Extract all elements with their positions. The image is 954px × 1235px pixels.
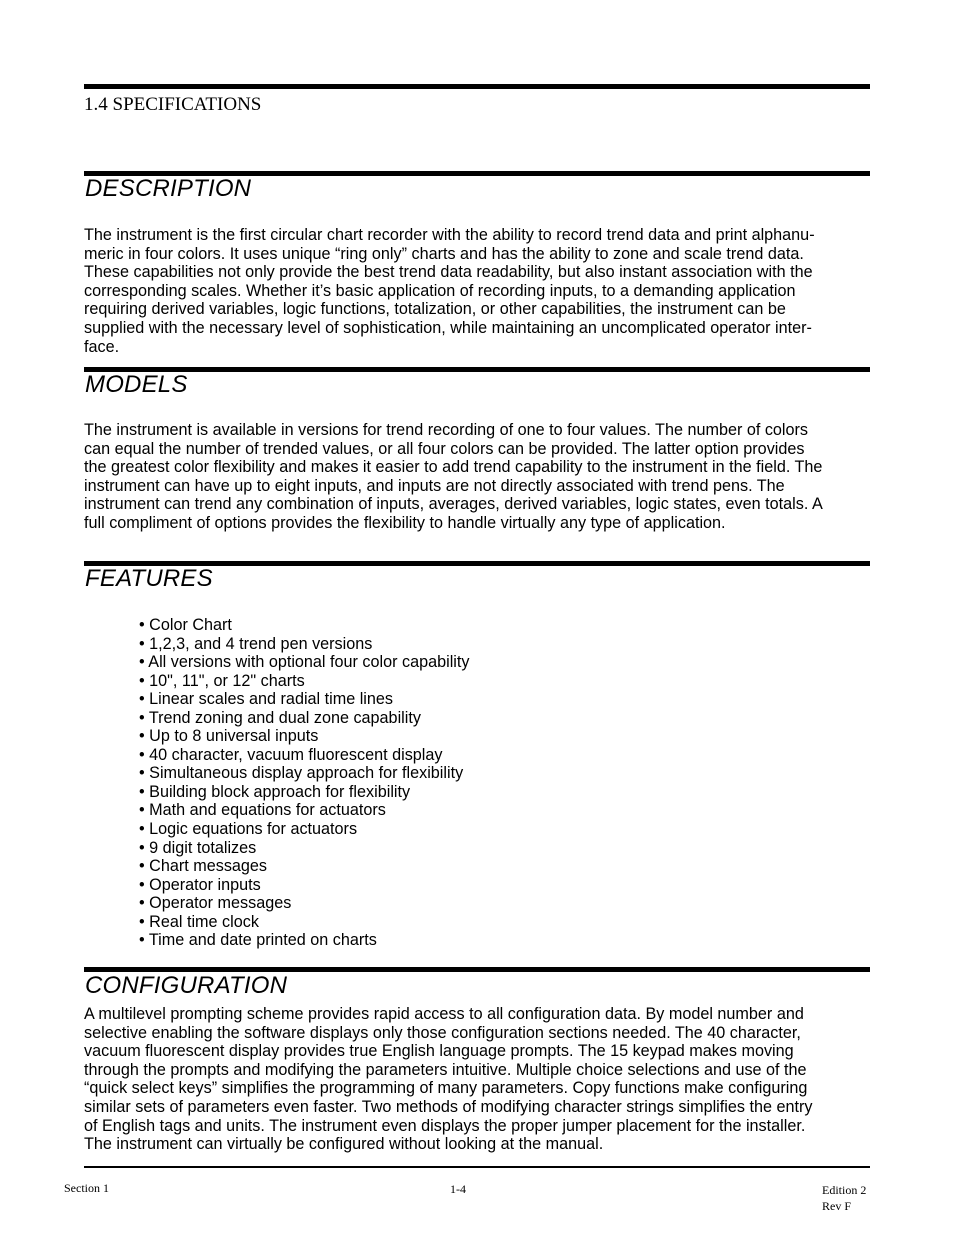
- configuration-line: similar sets of parameters even faster. Two methods of modifying character strings simplifies the entry: [84, 1097, 813, 1116]
- models-line: The instrument is available in versions for trend recording of one to four values. The number of colors: [84, 421, 809, 439]
- description-line: requiring derived variables, logic functions, totalization, or other capabilities, the instrument can be: [84, 300, 786, 319]
- footer-revision: Rev F: [822, 1199, 852, 1213]
- description-line: The instrument is the first circular chart recorder with the ability to record trend data and print alphanu-: [84, 226, 815, 244]
- description-paragraph: [84, 226, 870, 356]
- description-line: These capabilities not only provide the best trend data readability, but also instant association with the: [84, 263, 813, 282]
- list-item: • Linear scales and radial time lines: [139, 690, 394, 709]
- description-line: meric in four colors. It uses unique “ring only” charts and has the ability to zone and scale trend data.: [84, 244, 804, 263]
- models-line: the greatest color flexibility and makes it easier to add trend capability to the instrument in the field. The: [84, 458, 823, 477]
- list-item: • Up to 8 universal inputs: [139, 727, 319, 746]
- list-item: • Operator messages: [139, 894, 292, 913]
- configuration-line: The instrument can virtually be configured without looking at the manual.: [84, 1135, 604, 1154]
- list-item: • Trend zoning and dual zone capability: [139, 708, 421, 727]
- description-line: face.: [84, 337, 120, 356]
- models-heading: MODELS: [85, 371, 188, 398]
- description-line: supplied with the necessary level of sophistication, while maintaining an uncomplicated operator inter-: [84, 318, 812, 337]
- configuration-line: through the prompts and modifying the parameters intuitive. Multiple choice selections and use of the: [84, 1060, 807, 1079]
- list-item: • Logic equations for actuators: [139, 820, 358, 839]
- models-paragraph: [84, 421, 870, 533]
- models-line: can equal the number of trended values, or all four colors can be provided. The latter option provides: [84, 439, 805, 458]
- list-item: • Operator inputs: [139, 875, 261, 894]
- configuration-line: selective enabling the software displays only those configuration sections needed. The 40 character,: [84, 1023, 801, 1042]
- list-item: • 1,2,3, and 4 trend pen versions: [139, 634, 373, 653]
- models-line: instrument can trend any combination of inputs, averages, derived variables, logic states, even totals. A: [84, 495, 823, 514]
- list-item: • All versions with optional four color capability: [139, 653, 470, 672]
- section-title: 1.4 SPECIFICATIONS: [84, 94, 262, 115]
- list-item: • Chart messages: [139, 857, 268, 876]
- footer-page-number: 1-4: [450, 1182, 466, 1196]
- description-heading: DESCRIPTION: [85, 175, 252, 202]
- description-line: corresponding scales. Whether it’s basic application of recording inputs, to a demanding application: [84, 281, 796, 300]
- models-line: full compliment of options provides the flexibility to handle virtually any type of application.: [84, 513, 726, 532]
- list-item: • 9 digit totalizes: [139, 838, 257, 857]
- configuration-line: A multilevel prompting scheme provides rapid access to all configuration data. By model number and: [84, 1005, 804, 1023]
- configuration-line: “quick select keys” simplifies the programming of many parameters. Copy functions make configuring: [84, 1079, 808, 1098]
- configuration-line: vacuum fluorescent display provides true English language prompts. The 15 keypad makes moving: [84, 1042, 794, 1061]
- footer-section: Section 1: [64, 1181, 109, 1195]
- list-item: • Time and date printed on charts: [139, 931, 377, 950]
- list-item: • Color Chart: [139, 616, 232, 634]
- configuration-heading: CONFIGURATION: [85, 972, 288, 999]
- list-item: • Simultaneous display approach for flexibility: [139, 764, 464, 783]
- models-line: instrument can have up to eight inputs, and inputs are not directly associated with trend pens. The: [84, 476, 785, 495]
- footer-edition: Edition 2: [822, 1183, 867, 1197]
- list-item: • 10", 11", or 12" charts: [139, 671, 305, 690]
- footer-rule: [84, 1166, 870, 1168]
- list-item: • Math and equations for actuators: [139, 801, 386, 820]
- models-rule: [84, 367, 870, 372]
- configuration-paragraph: [84, 1005, 870, 1154]
- list-item: • Real time clock: [139, 912, 259, 931]
- list-item: • 40 character, vacuum fluorescent display: [139, 745, 443, 764]
- top-rule: [84, 84, 870, 89]
- features-list: [139, 616, 469, 950]
- list-item: • Building block approach for flexibility: [139, 782, 411, 801]
- features-heading: FEATURES: [85, 565, 213, 592]
- configuration-line: of English tags and units. The instrument even displays the proper jumper placement for the installer.: [84, 1116, 806, 1135]
